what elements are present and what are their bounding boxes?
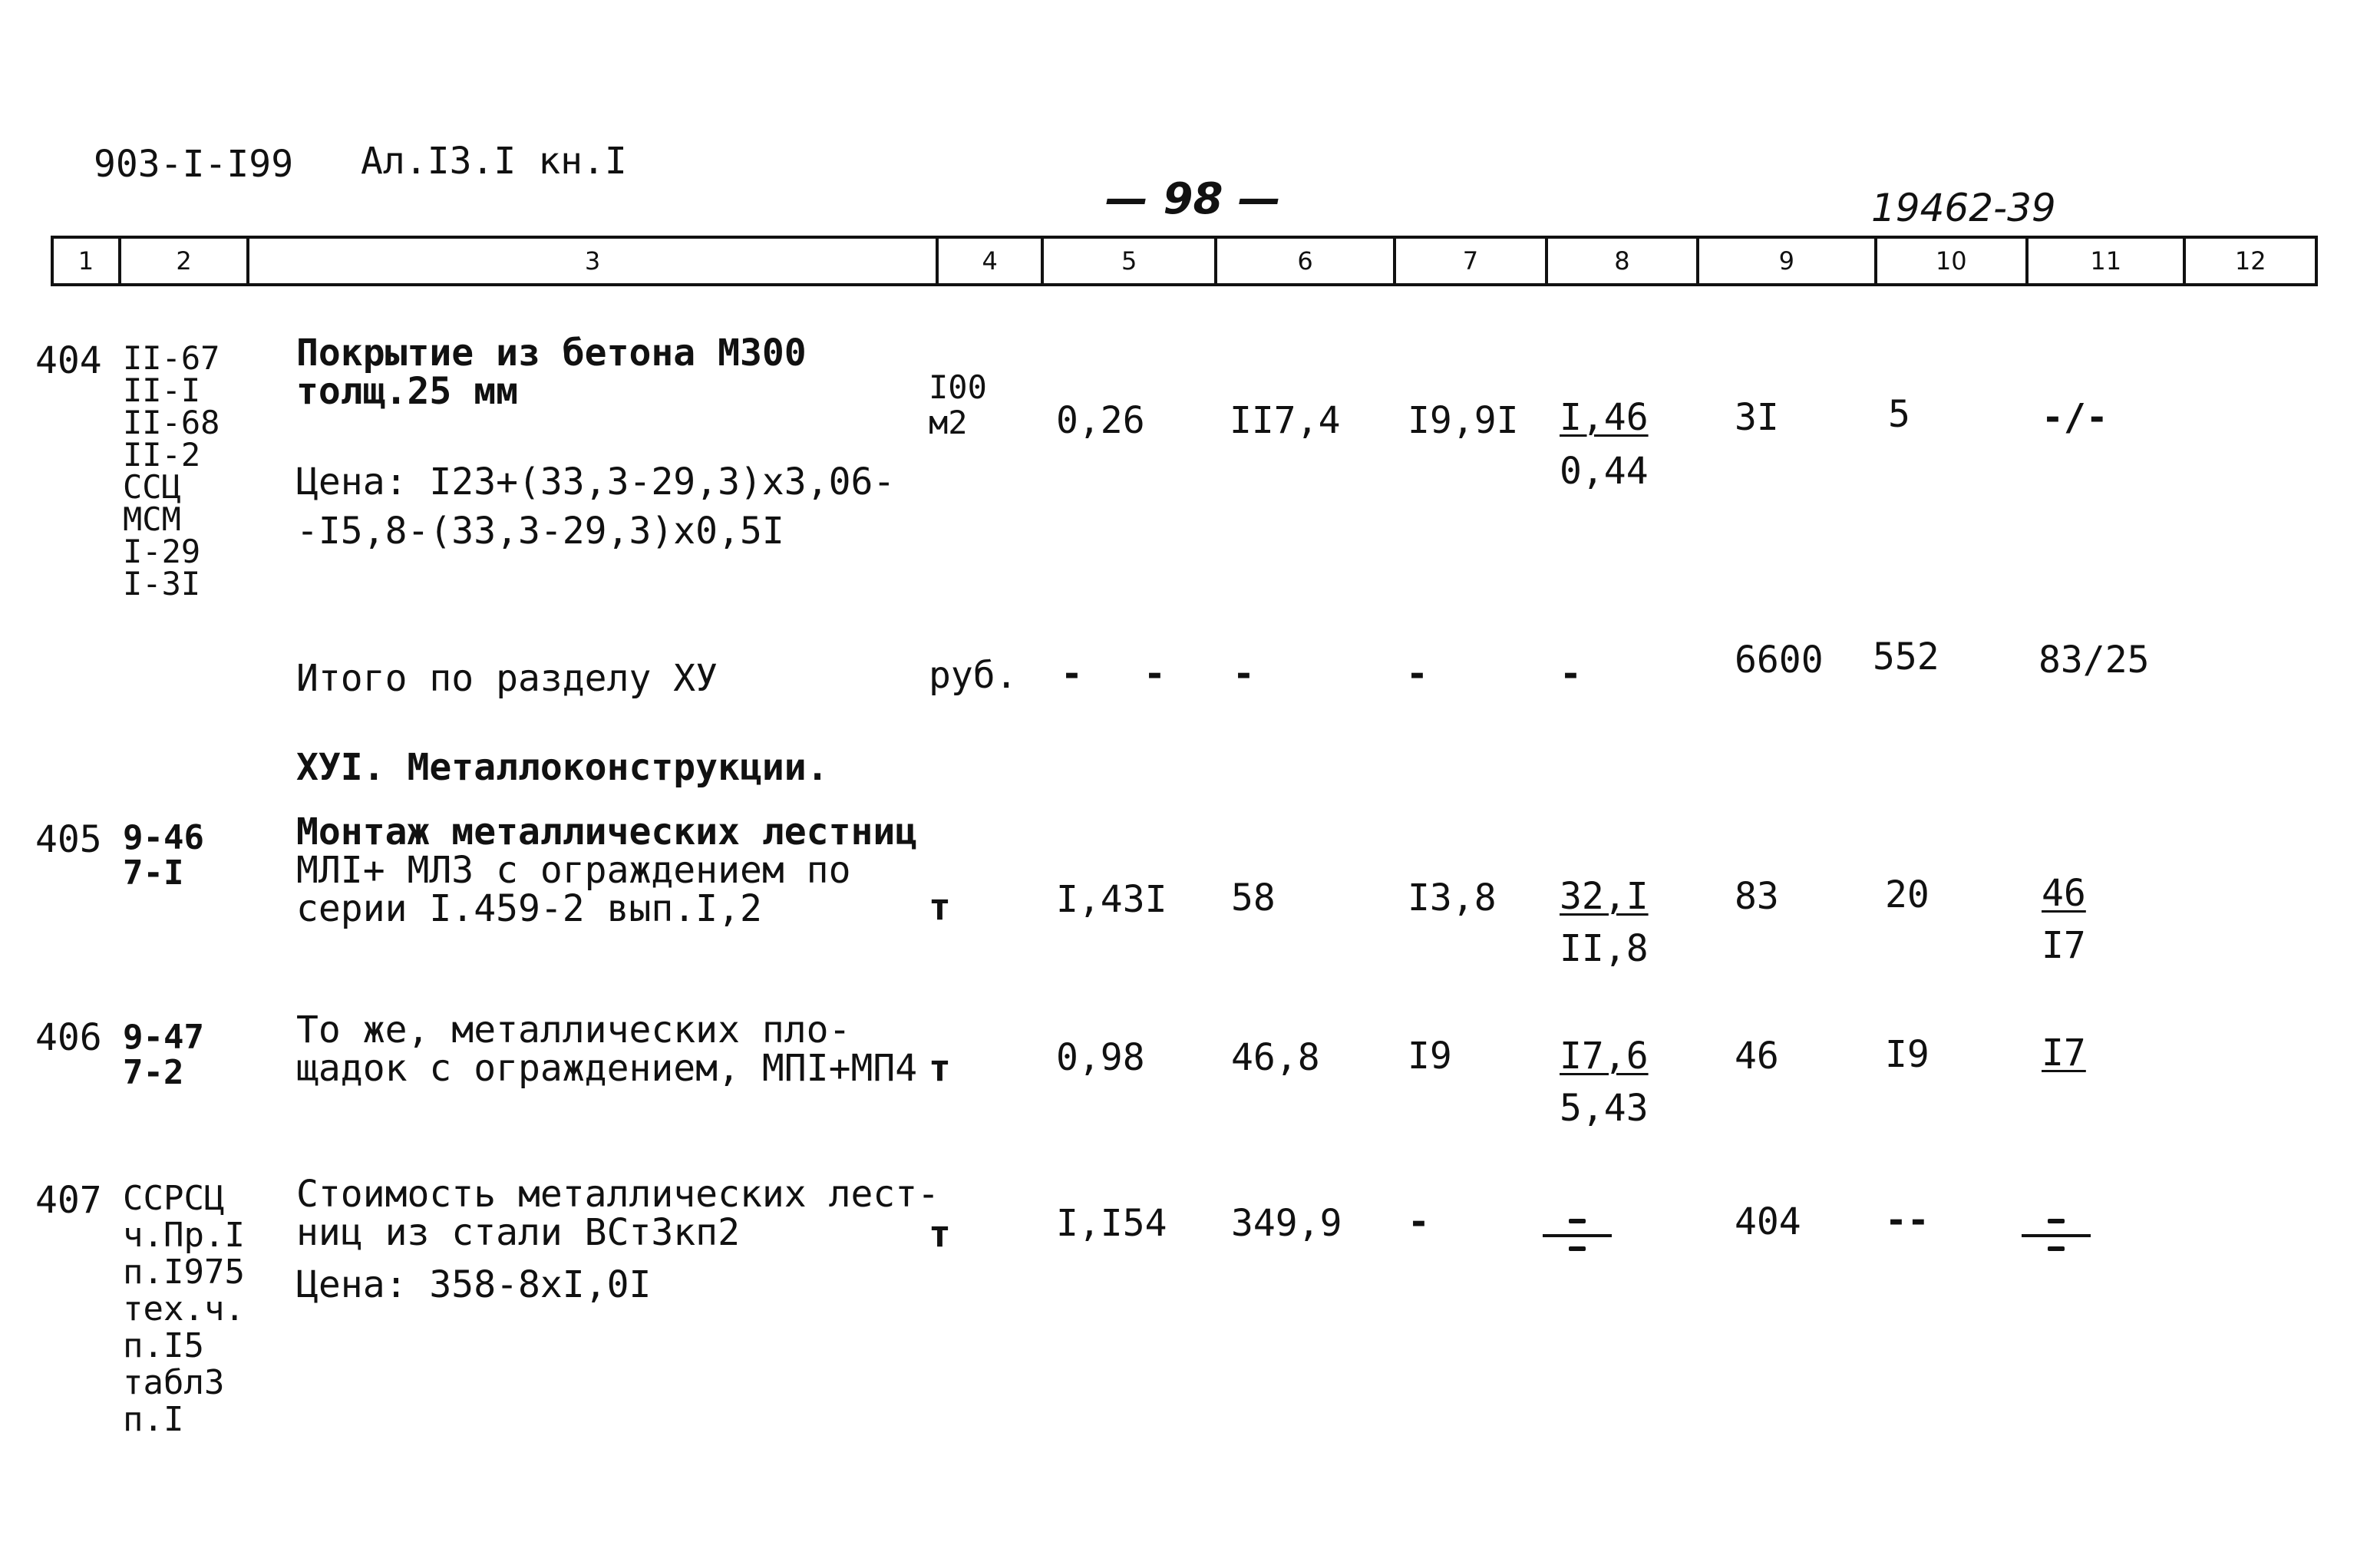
col-header-11: 11 [2029, 239, 2186, 283]
total-dash: - [1233, 652, 1255, 695]
cell-col-5: I,I54 [1056, 1202, 1167, 1245]
row-unit: I00 [929, 368, 987, 406]
cell-col-10: 20 [1885, 873, 1930, 916]
row-price-formula: Цена: 358-8хI,0I [296, 1263, 652, 1306]
cell-col-7: I3,8 [1408, 876, 1497, 919]
cell-col-6: 349,9 [1231, 1202, 1342, 1245]
row-description: щадок с ограждением, МПI+МП4 [296, 1047, 918, 1090]
col-header-4: 4 [939, 239, 1045, 283]
cell-col-10: 5 [1888, 393, 1910, 436]
cell-col-5: I,43I [1056, 878, 1167, 921]
cell-col-11: -/- [2042, 396, 2108, 439]
row-unit: м2 [929, 404, 968, 441]
row-number: 407 [35, 1179, 102, 1222]
cell-col-8-bottom: II,8 [1560, 927, 1649, 970]
row-description: толщ.25 мм [296, 370, 518, 413]
total-unit: руб. [929, 654, 1018, 697]
row-description: Монтаж металлических лестниц [296, 810, 918, 853]
total-col-11: 83/25 [2038, 639, 2150, 682]
row-description: Покрытие из бетона М300 [296, 332, 807, 375]
cell-col-9: 46 [1735, 1035, 1779, 1078]
cell-col-7: - [1408, 1200, 1430, 1243]
total-col-9: 6600 [1735, 639, 1824, 682]
row-code: ч.Пр.I [123, 1216, 245, 1255]
row-unit: т [929, 1213, 951, 1256]
cell-col-11-top: 46 [2042, 872, 2086, 915]
row-code: II-I [123, 371, 201, 409]
row-code: II-67 [123, 339, 220, 377]
col-header-7: 7 [1396, 239, 1547, 283]
total-dash: - [1144, 652, 1166, 695]
album-reference: Ал.I3.I кн.I [361, 140, 627, 183]
row-code: тех.ч. [123, 1289, 245, 1329]
cell-col-10: -- [1885, 1199, 1930, 1242]
row-code: п.I [123, 1400, 184, 1439]
row-code: I-29 [123, 533, 201, 570]
section-title: ХУI. Металлоконструкции. [296, 746, 829, 789]
col-header-9: 9 [1699, 239, 1877, 283]
col-header-8: 8 [1548, 239, 1699, 283]
row-code: 9-46 [123, 818, 204, 857]
total-dash: - [1406, 652, 1428, 695]
col-header-5: 5 [1044, 239, 1216, 283]
row-price-formula: -I5,8-(33,3-29,3)х0,5I [296, 510, 784, 553]
col-header-12: 12 [2234, 246, 2266, 276]
ditto-mark [1543, 1213, 1612, 1259]
cell-col-10: I9 [1885, 1033, 1930, 1076]
row-code: ССРСЦ [123, 1179, 225, 1218]
row-description: Стоимость металлических лест- [296, 1173, 940, 1216]
row-code: табл3 [123, 1363, 225, 1402]
row-unit: т [929, 1047, 951, 1090]
row-code: МСМ [123, 500, 181, 538]
col-header-10: 10 [1877, 239, 2029, 283]
row-number: 404 [35, 339, 102, 382]
cell-col-6: 58 [1231, 876, 1276, 919]
cell-col-7: I9,9I [1408, 399, 1519, 442]
cell-col-8-top: I,46 [1560, 396, 1649, 439]
cell-col-5: 0,26 [1056, 399, 1145, 442]
row-price-formula: Цена: I23+(33,3-29,3)х3,06- [296, 460, 896, 503]
column-number-header [51, 236, 2318, 286]
row-code: 7-I [123, 853, 184, 893]
total-col-10: 552 [1873, 635, 1939, 678]
row-code: 9-47 [123, 1018, 204, 1057]
col-header-6: 6 [1217, 239, 1396, 283]
row-unit: т [929, 886, 951, 929]
row-description: серии I.459-2 вып.I,2 [296, 887, 762, 930]
ditto-mark [2022, 1213, 2091, 1259]
row-description: ниц из стали ВСт3кп2 [296, 1211, 740, 1254]
row-code: II-68 [123, 404, 220, 441]
total-label: Итого по разделу ХУ [296, 657, 718, 700]
row-description: МЛI+ МЛ3 с ограждением по [296, 849, 851, 892]
col-header-1: 1 [54, 239, 121, 283]
row-code: п.I5 [123, 1326, 204, 1365]
row-code: 7-2 [123, 1053, 184, 1092]
total-dash: - [1560, 652, 1582, 695]
row-code: I-3I [123, 565, 201, 602]
cell-col-7: I9 [1408, 1035, 1452, 1078]
total-dash: - [1061, 652, 1083, 695]
cell-col-6: II7,4 [1230, 399, 1341, 442]
row-number: 405 [35, 818, 102, 861]
cell-col-9: 3I [1735, 396, 1779, 439]
page-number: — 98 — [1105, 174, 1281, 224]
col-header-3: 3 [249, 239, 939, 283]
row-description: То же, металлических пло- [296, 1008, 851, 1051]
document-code: 903-I-I99 [94, 143, 294, 186]
row-code: ССЦ [123, 468, 181, 506]
archive-stamp: 19462-39 [1871, 186, 2056, 230]
col-header-2: 2 [121, 239, 250, 283]
cell-col-8-bottom: 5,43 [1560, 1087, 1649, 1130]
cell-col-11-top: I7 [2042, 1032, 2086, 1074]
cell-col-8-bottom: 0,44 [1560, 450, 1649, 493]
cell-col-11-bottom: I7 [2042, 924, 2086, 967]
cell-col-9: 83 [1735, 875, 1779, 918]
cell-col-8-top: 32,I [1560, 875, 1649, 918]
row-code: п.I975 [123, 1253, 245, 1292]
cell-col-6: 46,8 [1231, 1036, 1320, 1079]
cell-col-8-top: I7,6 [1560, 1035, 1649, 1078]
cell-col-9: 404 [1735, 1200, 1801, 1243]
cell-col-5: 0,98 [1056, 1036, 1145, 1079]
row-number: 406 [35, 1016, 102, 1059]
row-code: II-2 [123, 436, 201, 474]
